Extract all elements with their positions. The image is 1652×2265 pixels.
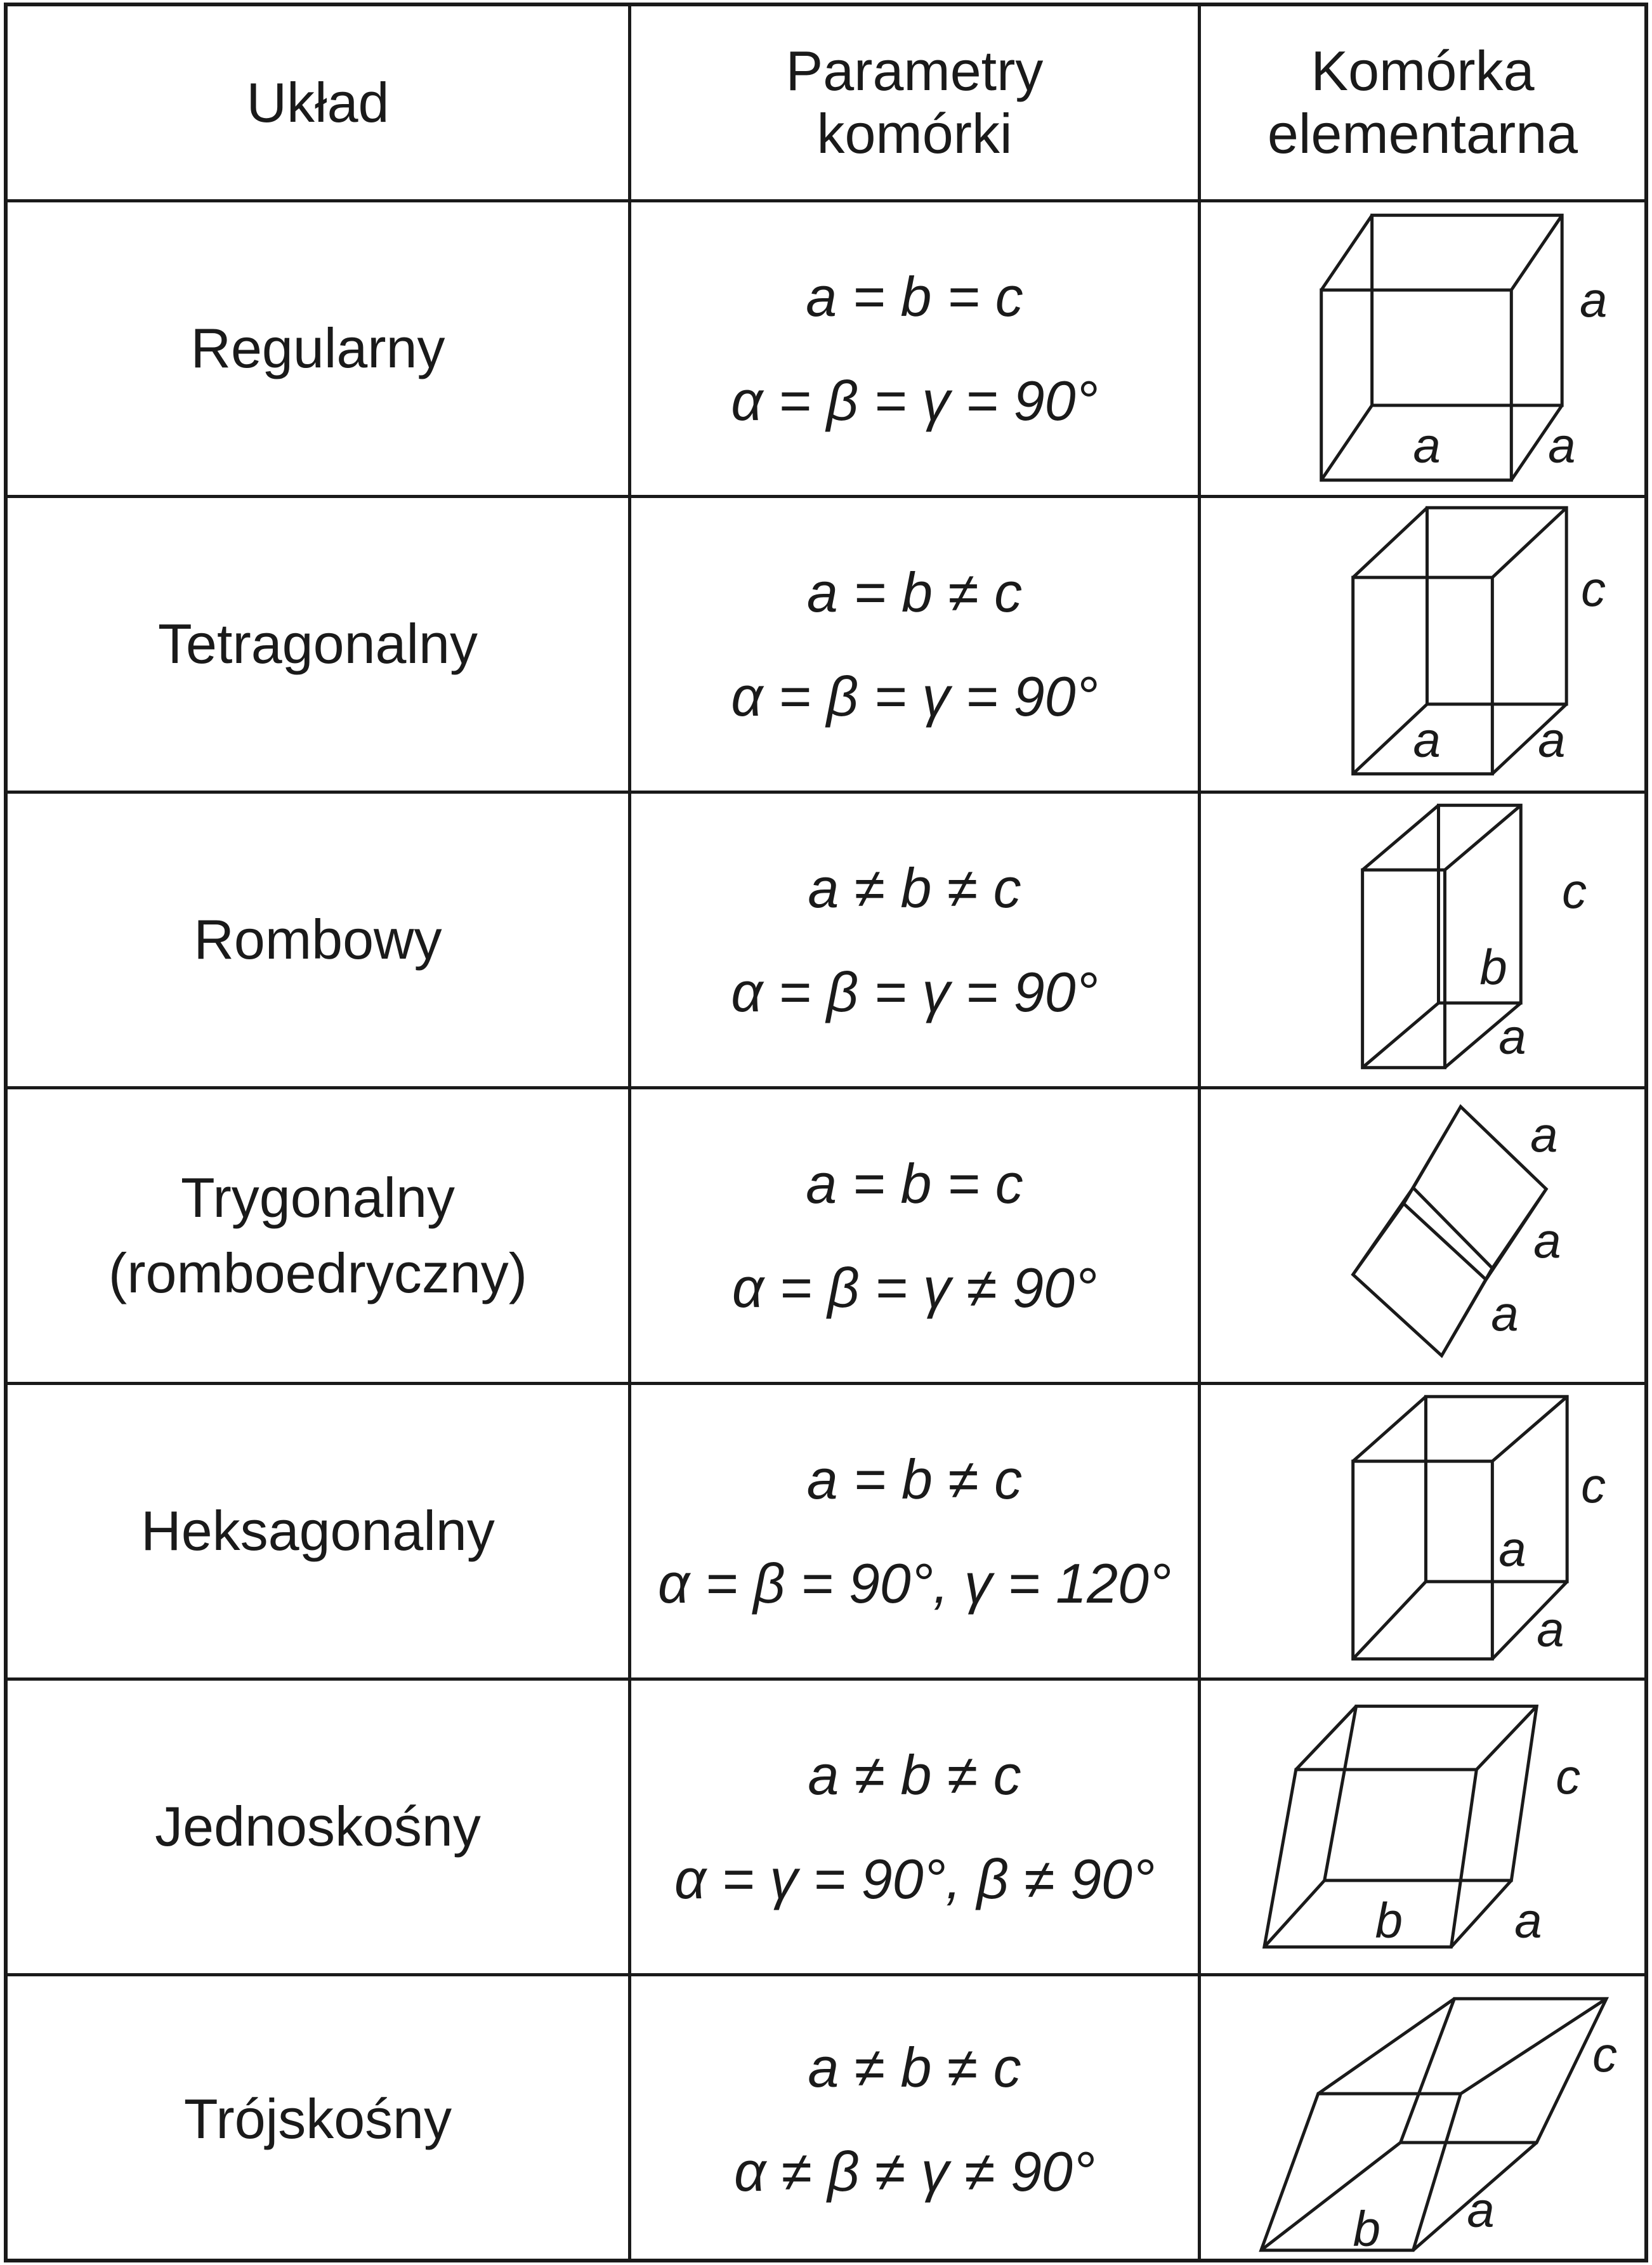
edge-label: a: [1537, 1601, 1564, 1657]
unit-cell-drawing-cell: [1198, 1089, 1644, 1382]
system-name: Heksagonalny: [141, 1499, 495, 1563]
parameters-cell: [628, 1681, 1198, 1973]
angle-relation: α = β = γ = 90°: [731, 960, 1098, 1023]
angle-relation: α = β = γ ≠ 90°: [731, 1256, 1098, 1319]
system-name: Trójskośny: [183, 2087, 452, 2151]
table-row: [8, 495, 1644, 791]
rhombohedral-cell-diagram: [1201, 1089, 1644, 1382]
edge-label: c: [1556, 1749, 1581, 1805]
unit-cell-drawing-cell: [1198, 1385, 1644, 1677]
edge-label: a: [1498, 1008, 1526, 1065]
header-cell-system: [8, 6, 628, 199]
crystal-systems-table: [4, 3, 1648, 2262]
system-name: Tetragonalny: [158, 612, 478, 676]
edge-label: b: [1479, 938, 1507, 995]
angle-relation: α = γ = 90°, β ≠ 90°: [674, 1847, 1155, 1910]
edge-label: b: [1375, 1892, 1403, 1948]
system-name-cell: [8, 1681, 628, 1973]
edge-label: a: [1413, 417, 1441, 473]
table-row: [8, 1086, 1644, 1382]
unit-cell-drawing-cell: [1198, 1681, 1644, 1973]
unit-cell-drawing-cell: [1198, 1976, 1644, 2262]
angle-relation: α = β = γ = 90°: [731, 369, 1098, 432]
header-cell-unit-cell: [1198, 6, 1644, 199]
edge-label: c: [1592, 2026, 1618, 2083]
system-name: Regularny: [190, 317, 445, 380]
length-relation: a = b ≠ c: [806, 1447, 1023, 1511]
system-name-cell: [8, 1385, 628, 1677]
system-name: Jednoskośny: [155, 1795, 481, 1858]
cell-edges: [1363, 805, 1521, 1067]
length-relation: a ≠ b ≠ c: [808, 1743, 1021, 1806]
system-name-cell: [8, 794, 628, 1086]
table-row: [8, 1677, 1644, 1973]
parameters-cell: [628, 202, 1198, 495]
header-system-label: Układ: [246, 70, 390, 134]
length-relation: a ≠ b ≠ c: [808, 2035, 1021, 2099]
cubic-cell-diagram: [1201, 202, 1644, 495]
orthorhombic-cell-diagram: [1201, 794, 1644, 1086]
parameters-cell: [628, 1089, 1198, 1382]
length-relation: a ≠ b ≠ c: [808, 856, 1021, 919]
cell-edges: [1261, 1999, 1606, 2250]
parameters-cell: [628, 498, 1198, 791]
edge-label: c: [1581, 1457, 1606, 1514]
edge-label: a: [1514, 1892, 1542, 1948]
system-name-cell: [8, 1089, 628, 1382]
system-name-cell: [8, 1976, 628, 2262]
edge-label: b: [1353, 2200, 1380, 2257]
length-relation: a = b ≠ c: [806, 560, 1023, 624]
cell-edges: [1353, 1396, 1568, 1658]
edge-label: a: [1530, 1106, 1558, 1163]
length-relation: a = b = c: [806, 1152, 1023, 1215]
system-name-cell: [8, 498, 628, 791]
unit-cell-drawing-cell: [1198, 498, 1644, 791]
angle-relation: α = β = 90°, γ = 120°: [657, 1551, 1172, 1615]
table-row: [8, 791, 1644, 1086]
monoclinic-cell-diagram: [1201, 1681, 1644, 1973]
cell-edges: [1353, 508, 1567, 773]
parameters-cell: [628, 794, 1198, 1086]
header-unit-cell-label: Komórka elementarna: [1267, 39, 1578, 165]
triclinic-cell-diagram: [1201, 1976, 1644, 2262]
angle-relation: α ≠ β ≠ γ ≠ 90°: [733, 2139, 1096, 2203]
parameters-cell: [628, 1976, 1198, 2262]
edge-label: a: [1538, 711, 1566, 768]
unit-cell-drawing-cell: [1198, 794, 1644, 1086]
edge-label: c: [1581, 561, 1606, 617]
edge-label: a: [1491, 1285, 1519, 1341]
hexagonal-cell-diagram: [1201, 1385, 1644, 1677]
system-name: Trygonalny (romboedryczny): [108, 1165, 528, 1304]
header-params-label: Parametry komórki: [785, 39, 1044, 165]
length-relation: a = b = c: [806, 265, 1023, 328]
system-name-cell: [8, 202, 628, 495]
header-cell-params: [628, 6, 1198, 199]
table-row: [8, 1973, 1644, 2262]
edge-label: a: [1548, 417, 1576, 473]
edge-label: a: [1533, 1212, 1561, 1268]
table-row: [8, 199, 1644, 495]
table-header-row: [8, 6, 1644, 199]
table-row: [8, 1382, 1644, 1677]
unit-cell-drawing-cell: [1198, 202, 1644, 495]
tetragonal-cell-diagram: [1201, 498, 1644, 791]
angle-relation: α = β = γ = 90°: [731, 664, 1098, 728]
edge-label: a: [1413, 711, 1441, 768]
edge-label: a: [1580, 272, 1608, 328]
parameters-cell: [628, 1385, 1198, 1677]
edge-label: c: [1562, 863, 1587, 919]
system-name: Rombowy: [193, 908, 442, 971]
edge-label: a: [1467, 2181, 1495, 2238]
edge-label: a: [1498, 1520, 1526, 1577]
cell-edges: [1321, 215, 1562, 480]
